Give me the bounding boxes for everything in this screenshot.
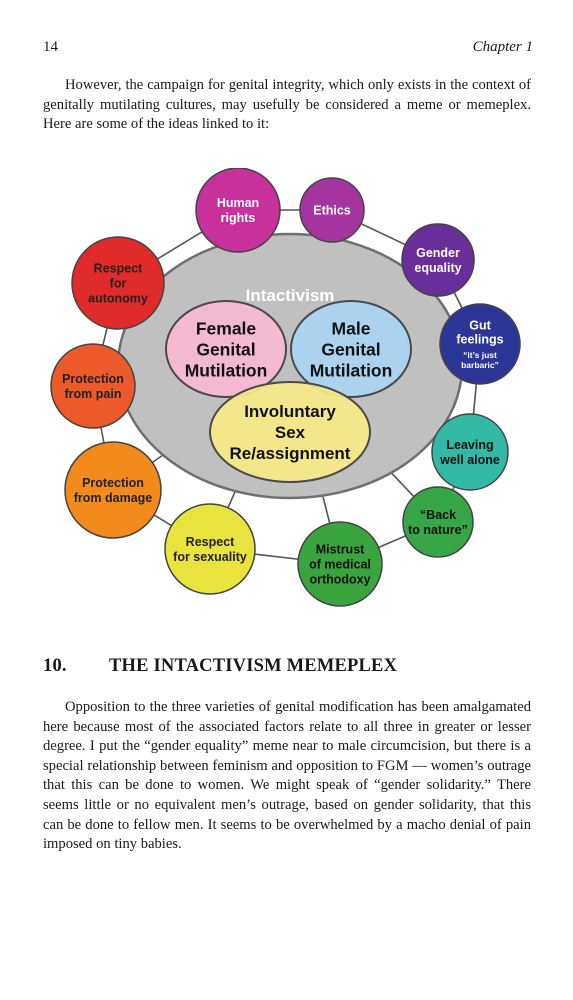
- outer-circle-label: Respect: [185, 535, 235, 549]
- outer-circle-ethics: [300, 178, 364, 242]
- outer-circle-label: from damage: [73, 491, 153, 505]
- outer-circle-label: well alone: [440, 453, 500, 467]
- inner-circle-label: Genital: [196, 339, 256, 360]
- outer-circle-label: from pain: [64, 387, 122, 401]
- outer-circle-leaving-well-alone: [432, 414, 508, 490]
- section-heading: [43, 656, 397, 677]
- page-header: [43, 39, 533, 59]
- inner-circle-label: Involuntary: [244, 402, 336, 422]
- outer-circle-sublabel: “it’s just: [463, 350, 497, 361]
- inner-circle-involuntary-sex-re-assignment: [210, 382, 370, 482]
- outer-circle-label: Protection: [82, 476, 144, 490]
- outer-circle-back-to-nature: [403, 487, 473, 557]
- outer-circle-label: of medical: [309, 557, 371, 572]
- inner-circle-label: Male: [331, 318, 371, 339]
- section-title: THE INTACTIVISM MEMEPLEX: [109, 656, 398, 676]
- outer-circle-label: for: [109, 276, 127, 291]
- inner-circle-female-genital-mutilation: [166, 301, 286, 397]
- outer-circle-label: “Back: [419, 508, 457, 522]
- page-number: 14: [43, 39, 58, 55]
- outer-circle-mistrust-of-medical-orthodoxy: [298, 522, 382, 606]
- intactivism-diagram: [40, 168, 540, 608]
- outer-circle-gender-equality: [402, 224, 474, 296]
- outer-circle-label: Protection: [62, 372, 124, 386]
- outer-circle-protection-from-pain: [51, 344, 135, 428]
- outer-circle-label: Ethics: [313, 203, 351, 218]
- outer-circle-shape: [51, 344, 135, 428]
- body-paragraph: Opposition to the three varieties of genital modification has been amalgamated here because most of the associated factors relate to all three in greater or lesser degree. I put the “gender equality” meme near to male circumcision, but there is a special relationship between feminism and opposition to FGM — women’s outrage that this can be done to women. We might speak of “gender solidarity.” There seems little or no equivalent men’s outrage, based on gender solidarity, that this can be done to fellow men. It seems to be overwhelmed by a macho denial of pain imposed on tiny babies.: [43, 699, 531, 853]
- outer-circle-gut-feelings: [440, 304, 520, 384]
- outer-circle-label: Leaving: [446, 438, 494, 452]
- outer-circle-shape: [196, 168, 280, 252]
- outer-circle-label: feelings: [456, 332, 504, 347]
- outer-circle-label: Human: [216, 196, 260, 210]
- outer-circle-label: equality: [414, 261, 462, 275]
- inner-circle-label: Re/assignment: [229, 444, 351, 464]
- outer-circle-label: rights: [220, 211, 256, 225]
- intro-paragraph: However, the campaign for genital integrity, which only exists in the context of genitally mutilating cultures, may usefully be considered a meme or memeplex. Here are some of the ideas linked to it:: [43, 77, 531, 133]
- inner-circle-label: Female: [195, 318, 257, 339]
- outer-circle-label: orthodoxy: [309, 572, 371, 587]
- outer-circle-label: Gender: [416, 246, 460, 260]
- outer-circle-shape: [432, 414, 508, 490]
- outer-circle-sublabel: barbaric”: [461, 360, 499, 371]
- inner-circle-label: Mutilation: [309, 360, 393, 381]
- outer-circle-label: autonomy: [88, 291, 148, 306]
- chapter-title: Chapter 1: [472, 39, 533, 55]
- outer-circle-label: Mistrust: [315, 542, 365, 557]
- inner-circle-label: Sex: [274, 423, 306, 443]
- inner-circle-label: Genital: [321, 339, 381, 360]
- outer-circle-shape: [65, 442, 161, 538]
- outer-circle-protection-from-damage: [65, 442, 161, 538]
- outer-circle-human-rights: [196, 168, 280, 252]
- outer-circle-respect-for-autonomy: [72, 237, 164, 329]
- outer-circle-respect-for-sexuality: [165, 504, 255, 594]
- intactivism-title: Intactivism: [245, 286, 335, 305]
- outer-circle-shape: [165, 504, 255, 594]
- outer-circle-shape: [402, 224, 474, 296]
- section-number: 10.: [43, 656, 67, 676]
- outer-circle-shape: [403, 487, 473, 557]
- inner-circle-label: Mutilation: [184, 360, 268, 381]
- outer-circle-label: Respect: [93, 261, 143, 276]
- outer-circle-label: to nature”: [408, 523, 468, 537]
- outer-circle-label: for sexuality: [173, 550, 247, 564]
- outer-circle-label: Gut: [469, 318, 491, 333]
